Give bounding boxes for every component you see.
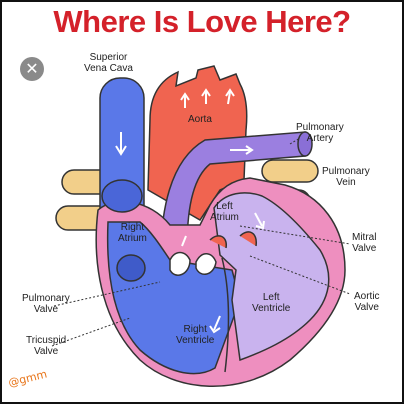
label-line: Pulmonary <box>296 122 344 133</box>
watermark: @gmm <box>7 367 49 390</box>
label-aorta <box>188 114 212 125</box>
label-tricuspid-valve <box>26 335 66 357</box>
label-line: Valve <box>352 243 377 254</box>
label-line: Tricuspid <box>26 335 67 346</box>
label-line: Vein <box>336 177 356 188</box>
label-line: Ventricle <box>252 303 291 314</box>
label-line: Vena Cava <box>84 63 133 74</box>
label-line: Ventricle <box>176 335 215 346</box>
label-pulmonary-artery <box>296 122 344 144</box>
label-pulmonary-valve <box>22 293 70 315</box>
label-superior-vena-cava <box>84 52 133 74</box>
label-line: Mitral <box>352 232 377 243</box>
label-mitral-valve <box>352 232 376 254</box>
label-line: Superior <box>89 52 128 63</box>
label-line: Atrium <box>210 212 239 223</box>
label-line: Valve <box>33 304 59 315</box>
label-line: Left <box>262 292 280 303</box>
label-line: Pulmonary <box>22 293 70 304</box>
label-aortic-valve <box>354 291 380 313</box>
label-line: Right <box>120 222 145 233</box>
label-line: Pulmonary <box>322 166 370 177</box>
page-title: Where Is Love Here? <box>53 4 351 39</box>
close-icon[interactable]: ✕ <box>20 57 44 81</box>
inferior-vena-cava-opening <box>117 255 145 281</box>
label-line: Valve <box>33 346 59 357</box>
label-line: Aortic <box>354 291 380 302</box>
label-right-ventricle <box>176 324 214 346</box>
label-line: Valve <box>354 302 379 313</box>
label-line: Artery <box>306 133 334 144</box>
label-line: Atrium <box>118 233 147 244</box>
label-line: Right <box>183 324 207 335</box>
label-line: Left <box>216 201 233 212</box>
label-left-ventricle <box>252 292 290 314</box>
label-pulmonary-vein <box>322 166 370 188</box>
label-line: Aorta <box>188 114 212 125</box>
label-right-atrium <box>118 222 147 244</box>
label-left-atrium <box>210 201 239 223</box>
superior-vena-cava-opening <box>102 180 142 212</box>
